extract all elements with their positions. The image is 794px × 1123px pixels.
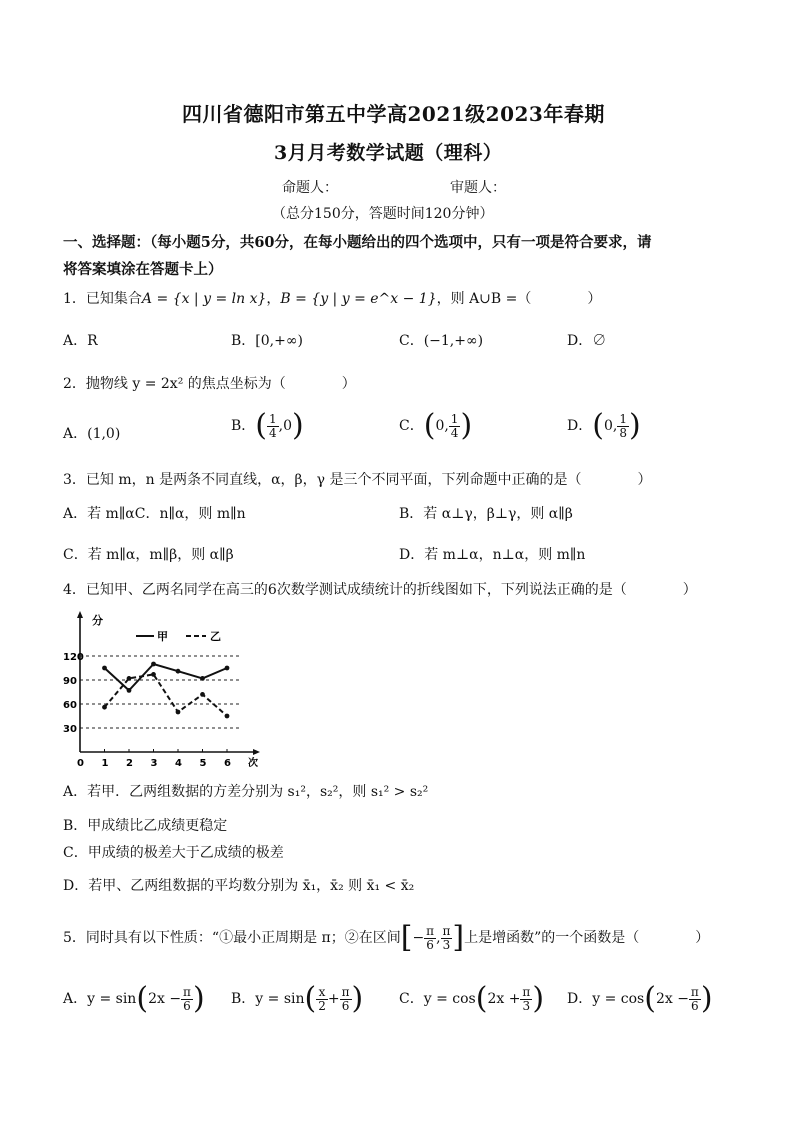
q5-pi3-den: 3 <box>442 937 451 952</box>
q5-option-a <box>63 981 205 1016</box>
q2-c-den: 4 <box>450 425 459 440</box>
x-tick-label-6: 6 <box>224 758 231 768</box>
q1-stem-b: ，则 A∪B =（ ） <box>436 291 602 307</box>
chart-series <box>102 662 229 719</box>
q5-c-rparen: ) <box>532 981 545 1016</box>
data-point-yi-1 <box>102 705 107 710</box>
series-line-yi <box>105 674 228 716</box>
y-tick-label-30: 30 <box>63 724 77 735</box>
x-axis-arrow <box>253 749 260 755</box>
y-tick-label-60: 60 <box>63 700 77 711</box>
q5-pi6-den: 6 <box>426 937 434 952</box>
q5-a-pre: A．y = sin <box>63 991 137 1007</box>
data-point-yi-2 <box>127 676 132 681</box>
q1-option-c: C．(−1,+∞) <box>399 333 484 349</box>
q5-pi3-num: π <box>442 923 451 938</box>
q5-b-lparen: ( <box>304 981 317 1016</box>
q2-c-num: 1 <box>450 411 459 426</box>
x-tick-label-3: 3 <box>150 758 158 768</box>
q1-set-b: B = {y | y = e^x − 1} <box>280 291 437 307</box>
q1-option-d: D．∅ <box>567 333 607 349</box>
q5-d-lparen: ( <box>644 981 656 1016</box>
q5-a-rparen: ) <box>192 981 205 1016</box>
q5-b-x-num: x <box>316 986 328 1000</box>
q5-b-plus: + <box>327 991 340 1007</box>
q2-b-frac <box>267 413 279 440</box>
x-tick-label-1: 1 <box>101 758 109 768</box>
q2-d-head: 0, <box>603 418 618 434</box>
question-3-stem: 3．已知 m，n 是两条不同直线，α，β，γ 是三个不同平面，下列命题中正确的是（ ） <box>63 472 652 488</box>
legend-label-jia: 甲 <box>157 630 168 643</box>
q1-stem-a: 1．已知集合 <box>63 291 142 307</box>
q5-a-den: 6 <box>183 998 191 1013</box>
x-tick-label-2: 2 <box>126 758 133 768</box>
q2-d-rparen: ) <box>628 408 641 443</box>
q2-d-num: 1 <box>619 411 627 426</box>
q2-d-lparen: ( <box>592 408 604 443</box>
data-point-yi-4 <box>176 710 181 715</box>
q5-d-rparen: ) <box>700 981 713 1016</box>
q2-d-label: D． <box>567 418 593 434</box>
q3-option-d: D．若 m⊥α，n⊥α，则 m∥n <box>399 547 586 563</box>
q5-option-c <box>399 981 545 1016</box>
chart-ticks <box>63 652 231 768</box>
q2-option-c <box>399 408 473 443</box>
q1-sep: ， <box>266 291 281 307</box>
q5-neg: − <box>412 930 425 946</box>
q5-option-d <box>567 981 713 1016</box>
data-point-jia-4 <box>176 669 181 674</box>
data-point-jia-2 <box>127 688 132 693</box>
section-heading-line1: 一、选择题：（每小题5分，共60分，在每小题给出的四个选项中，只有一项是符合要求，请 <box>63 234 652 251</box>
x-tick-label-4: 4 <box>175 758 182 768</box>
reviewer-label: 审题人： <box>450 180 506 196</box>
q2-option-b <box>231 408 304 443</box>
q5-c-den: 3 <box>522 998 531 1013</box>
q2-b-label: B． <box>231 418 256 434</box>
q5-b-num: π <box>341 984 350 999</box>
q5-option-b <box>231 981 364 1016</box>
data-point-yi-3 <box>151 672 156 677</box>
q5-b-den: 6 <box>341 998 350 1013</box>
q2-c-lparen: ( <box>423 408 436 443</box>
question-5-stem <box>63 920 710 955</box>
q2-b-num: 1 <box>269 411 277 426</box>
q5-interval-lbracket: [ <box>400 920 413 955</box>
q2-d-den: 8 <box>619 425 627 440</box>
y-tick-label-120: 120 <box>63 652 84 663</box>
q5-a-frac <box>181 986 193 1013</box>
q4-option-b: B．甲成绩比乙成绩更稳定 <box>63 818 228 834</box>
q3-option-b: B．若 α⊥γ，β⊥γ，则 α∥β <box>399 506 573 522</box>
q5-c-frac <box>520 986 532 1013</box>
q1-option-a: A．R <box>63 333 98 349</box>
q5-frac-pi6 <box>424 925 436 952</box>
q5-c-lparen: ( <box>475 981 488 1016</box>
data-point-jia-1 <box>102 666 107 671</box>
q3-option-c: C．若 m∥α，m∥β，则 α∥β <box>63 547 234 563</box>
score-info: （总分150分，答题时间120分钟） <box>272 206 494 222</box>
q5-comma: , <box>436 930 441 946</box>
q2-d-frac <box>617 413 629 440</box>
q5-c-num: π <box>522 984 531 999</box>
chart-axes <box>77 611 260 755</box>
q5-c-in: 2x + <box>487 991 521 1007</box>
y-axis-label: 分 <box>92 614 103 627</box>
q5-d-num: π <box>690 984 699 999</box>
q2-c-frac <box>449 413 461 440</box>
q5-d-in: 2x − <box>655 991 689 1007</box>
question-4-stem: 4．已知甲、乙两名同学在高三的6次数学测试成绩统计的折线图如下，下列说法正确的是（ ） <box>63 582 697 598</box>
data-point-jia-6 <box>225 666 230 671</box>
q1-option-b: B．[0,+∞) <box>231 333 303 349</box>
legend-label-yi: 乙 <box>210 630 221 643</box>
q5-c-pre: C．y = cos <box>399 991 476 1007</box>
setter-label: 命题人： <box>282 180 338 196</box>
data-point-yi-5 <box>200 692 205 697</box>
q2-c-head: 0, <box>435 418 449 434</box>
q2-b-lparen: ( <box>255 408 268 443</box>
q3-option-a: A．若 m∥αC．n∥α，则 m∥n <box>63 506 246 522</box>
q5-stem-a: 5．同时具有以下性质：“①最小正周期是 π；②在区间 <box>63 930 401 946</box>
q2-b-den: 4 <box>269 425 277 440</box>
chart-legend <box>136 630 221 643</box>
q5-d-frac <box>689 986 701 1013</box>
q5-a-lparen: ( <box>136 981 149 1016</box>
q5-b-xfrac <box>316 986 328 1013</box>
q5-d-pre: D．y = cos <box>567 991 645 1007</box>
q2-option-d <box>567 408 641 443</box>
q2-b-rparen: ) <box>292 408 304 443</box>
data-point-jia-5 <box>200 676 205 681</box>
q5-a-num: π <box>183 984 191 999</box>
q5-frac-pi3 <box>441 925 453 952</box>
q5-b-x-den: 2 <box>318 998 326 1013</box>
exam-subtitle: 3月月考数学试题（理科） <box>274 142 503 164</box>
q5-b-frac <box>340 986 352 1013</box>
score-line-chart <box>62 608 262 768</box>
q5-interval-rbracket: ] <box>452 920 465 955</box>
question-1-stem <box>63 290 601 308</box>
q5-pi6-num: π <box>426 923 435 938</box>
y-tick-label-90: 90 <box>63 676 77 687</box>
q2-b-tail: ,0 <box>278 418 293 434</box>
q5-b-pre: B．y = sin <box>231 991 305 1007</box>
q2-option-a: A．(1,0) <box>63 426 121 442</box>
question-2-stem: 2．抛物线 y = 2x² 的焦点坐标为（ ） <box>63 376 356 392</box>
x-axis-label: 次 <box>248 758 258 768</box>
q1-set-a: A = {x | y = ln x} <box>141 291 267 307</box>
q5-stem-b: 上是增函数”的一个函数是（ ） <box>464 930 710 946</box>
q5-d-den: 6 <box>691 998 699 1013</box>
q2-c-label: C． <box>399 418 424 434</box>
y-axis-arrow <box>77 611 83 618</box>
data-point-jia-3 <box>151 662 156 667</box>
q4-option-d: D．若甲、乙两组数据的平均数分别为 x̄₁，x̄₂ 则 x̄₁ < x̄₂ <box>63 878 415 894</box>
section-heading-line2: 将答案填涂在答题卡上） <box>63 261 223 278</box>
q4-option-a: A．若甲．乙两组数据的方差分别为 s₁²，s₂²，则 s₁² > s₂² <box>63 784 429 800</box>
x-tick-label-5: 5 <box>199 758 207 768</box>
q2-c-rparen: ) <box>460 408 473 443</box>
q5-b-rparen: ) <box>351 981 364 1016</box>
data-point-yi-6 <box>225 714 230 719</box>
x-tick-label-0: 0 <box>77 758 84 768</box>
q4-option-c: C．甲成绩的极差大于乙成绩的极差 <box>63 845 284 861</box>
exam-title: 四川省德阳市第五中学高2021级2023年春期 <box>182 102 605 126</box>
q5-a-in: 2x − <box>148 991 182 1007</box>
